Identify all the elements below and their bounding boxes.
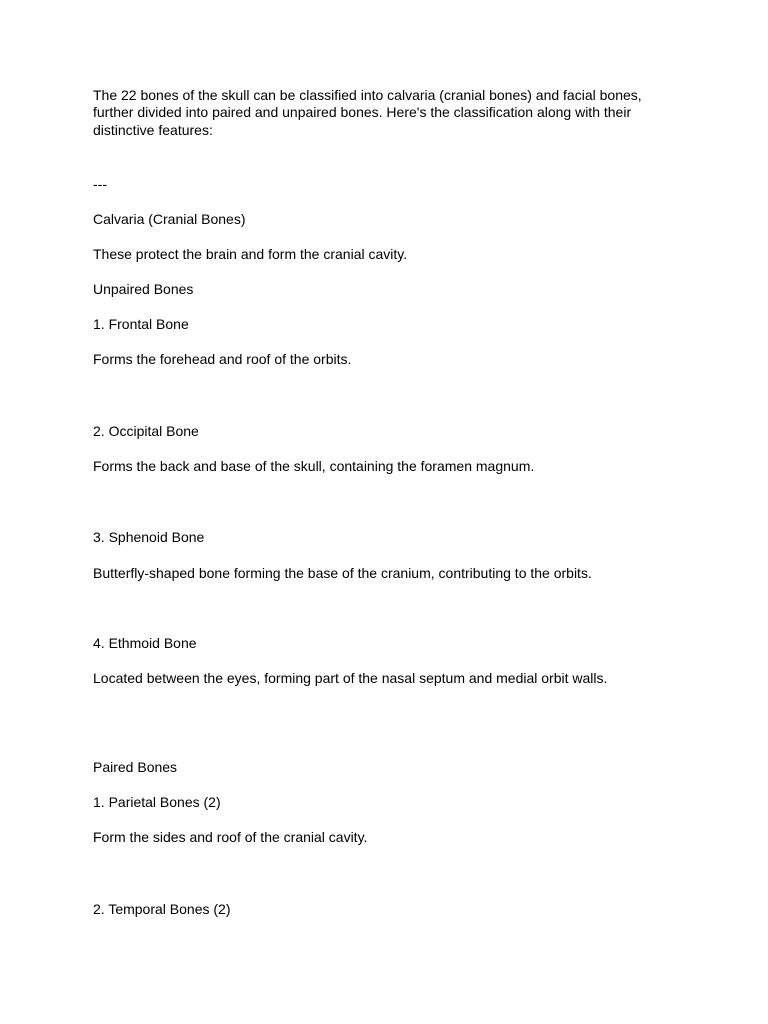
separator: ---: [93, 176, 107, 192]
unpaired-item-3-title: 3. Sphenoid Bone: [93, 529, 205, 545]
unpaired-item-3-description: Butterfly-shaped bone forming the base of the cranium, contributing to the orbits.: [93, 565, 592, 581]
intro-line-3: distinctive features:: [93, 122, 213, 138]
unpaired-item-4-description: Located between the eyes, forming part of the nasal septum and medial orbit walls.: [93, 670, 608, 686]
section-description: These protect the brain and form the cranial cavity.: [93, 246, 408, 262]
paired-heading: Paired Bones: [93, 759, 178, 775]
paired-item-2-title: 2. Temporal Bones (2): [93, 901, 231, 917]
unpaired-item-2-description: Forms the back and base of the skull, containing the foramen magnum.: [93, 458, 535, 474]
paired-item-1-description: Form the sides and roof of the cranial cavity.: [93, 829, 368, 845]
intro-line-2: further divided into paired and unpaired bones. Here's the classification along with their: [93, 104, 632, 120]
intro-line-1: The 22 bones of the skull can be classified into calvaria (cranial bones) and facial bones,: [93, 87, 642, 103]
unpaired-item-1-title: 1. Frontal Bone: [93, 316, 189, 332]
unpaired-heading: Unpaired Bones: [93, 281, 194, 297]
paired-item-1-title: 1. Parietal Bones (2): [93, 794, 221, 810]
section-title: Calvaria (Cranial Bones): [93, 211, 246, 227]
unpaired-item-4-title: 4. Ethmoid Bone: [93, 635, 197, 651]
unpaired-item-2-title: 2. Occipital Bone: [93, 423, 199, 439]
unpaired-item-1-description: Forms the forehead and roof of the orbits.: [93, 351, 352, 367]
